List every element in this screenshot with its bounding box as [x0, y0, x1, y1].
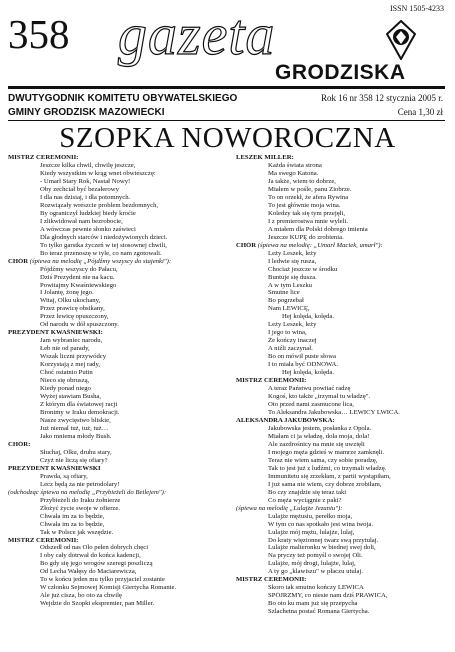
- verse-line: Nasze zwycięstwo bliskie,: [40, 416, 111, 424]
- verse-line: A w tym Leszku: [268, 281, 313, 289]
- verse-line: W tym co nas spotkało jest wina twoja.: [268, 520, 374, 528]
- verse-line: Jeszcze KUPĘ do zrobienia.: [268, 233, 344, 241]
- verse-line: Od narodu w dół spuszczony.: [40, 321, 119, 329]
- verse-line: A niźli zaczynał.: [268, 345, 313, 353]
- verse-line: Tak w Polsce jak wszędzie.: [40, 528, 114, 536]
- verse-line: Leży Leszek, leży: [268, 249, 317, 257]
- verse-line: I zlikwidował nam bezrobocie,: [40, 217, 123, 225]
- verse-line: Chwała im za to będzie,: [40, 512, 105, 520]
- speaker-label: CHÓR:: [8, 440, 31, 448]
- speaker-label: MISTRZ CEREMONII:: [236, 377, 307, 385]
- verse-line: Że kończy inaczej: [268, 337, 317, 345]
- verse-line: I z premierostwa mnie wyleli.: [268, 217, 349, 225]
- speaker-label: MISTRZ CEREMONII:: [8, 154, 79, 161]
- verse-line: I już sama nie wiem, czy dobrze zrobiłam,: [268, 480, 382, 488]
- verse-line: Lecz będą za nie petrodolary!: [40, 480, 120, 488]
- verse-line: Rozwiązały wreszcie problem bezdomnych,: [40, 201, 159, 209]
- verse-line: Prawda, są ofiary,: [40, 472, 88, 480]
- verse-line: Złożyć życie swoje w ofierze.: [40, 504, 121, 512]
- verse-line: Jakubowska jestem, posłanka z Opola.: [268, 424, 372, 432]
- stage-direction: [8, 258, 230, 266]
- verse-line: I to miała być ODNOWA.: [268, 361, 339, 369]
- verse-line: Choć ostatnio Putin: [40, 369, 93, 377]
- speaker-label: ALEKSANDRA JAKUBOWSKA:: [236, 416, 335, 424]
- header-rule: [8, 120, 445, 121]
- verse-line: Bo oto ku mam już się przepycha: [268, 600, 358, 608]
- verse-line: Od Lecha Wałęsy do Maciarewicza,: [40, 568, 137, 576]
- verse-line: To w końcu jeden mu tylko przyjaciel zostanie: [40, 576, 165, 584]
- stage-direction: (śpiewa na melodię „Lulajże Jezuniu"):: [236, 504, 343, 512]
- verse-line: Lulajże mój mężu, lulajże, lulaj,: [268, 528, 355, 536]
- verse-line: I dla nas dzisiaj, i dla potomnych.: [40, 193, 131, 201]
- verse-line: By ograniczył ludzkiej biedy kroćie: [40, 209, 136, 217]
- verse-line: Smutne lice: [268, 289, 300, 297]
- verse-line: Miałem w pośle, panu Ziobrze.: [268, 185, 352, 193]
- right-column: [236, 154, 447, 616]
- verse-line: A teraz Państwu powitać radzę: [268, 385, 351, 393]
- verse-line: I oby cały dotrwał do końca kadencji,: [40, 552, 141, 560]
- verse-line: Miałam ci ja władzę, dola moja, dola!: [268, 432, 370, 440]
- verse-line: To tylko garstka życzeń w tej stosownej chwili,: [40, 241, 167, 249]
- verse-line: A miałem dla Polski dobrego imienia: [268, 225, 368, 233]
- verse-line: I Jolantę, żonę jego.: [40, 289, 94, 297]
- publisher-line-1: DWUTYGODNIK KOMITETU OBYWATELSKIEGO: [8, 93, 238, 104]
- verse-line: Buntuje się dusza.: [268, 273, 317, 281]
- verse-line: Leży Leszek, leży: [268, 321, 317, 329]
- verse-line: SPÓJRZMY, co niesie nam dziś PRAWICA,: [268, 592, 388, 600]
- masthead-title: gazeta: [118, 2, 276, 67]
- verse-line: I ledwie się rusza,: [268, 257, 317, 265]
- verse-line: Oto przed nami zasmucone lica,: [268, 401, 354, 409]
- verse-line: Przez prawicę obsikany,: [40, 305, 105, 313]
- verse-line: Koledzy tak się tym przejęli,: [268, 209, 346, 217]
- verse-line: Teraz nie wiem sama, czy sobie poradzę,: [268, 456, 378, 464]
- issue-info: Rok 16 nr 358 12 stycznia 2005 r.: [321, 93, 443, 103]
- verse-line: Wszak liczni przywódcy: [40, 353, 107, 361]
- verse-line: Immunitetu się zrzekłam, z partii wystąpiłam,: [268, 472, 391, 480]
- verse-line: Bo on mówił puste słowa: [268, 353, 336, 361]
- verse-line: I mojego męża gdzieś w mamrze zamknęli.: [268, 448, 385, 456]
- verse-line: Wejdzie do Szopki ekspremier, pan Miller.: [40, 600, 155, 608]
- verse-line: Lulajże malteronku w biednej swej doli,: [268, 544, 376, 552]
- verse-line: Jam wybraniec narodu,: [40, 337, 103, 345]
- melody-note: (śpiewa na melodię „Pójdźmy wszyscy do stajenki"):: [28, 257, 172, 265]
- verse-line: Dla głodnych starców i niedożywionych dzieci.: [40, 233, 168, 241]
- speaker-label: LESZEK MILLER:: [236, 154, 294, 161]
- speaker-label: CHÓR: [8, 257, 29, 265]
- verse-line: Przybieżeli do Iraku żołnierze: [40, 496, 121, 504]
- verse-line: - Umarł Stary Rok, Nastał Nowy!: [40, 177, 131, 185]
- verse-line: Na pryczy też pomyśl o swojej Oli.: [268, 552, 363, 560]
- verse-line: Chwała im za to będzie,: [40, 520, 105, 528]
- verse-line: Do kraty więzionnej twarz swą przytulaj.: [268, 536, 379, 544]
- verse-line: Odszedł od nas Olo pełen dobrych chęci: [40, 544, 149, 552]
- verse-line: Ja także, wiem to dobrze,: [268, 177, 336, 185]
- verse-line: W członku Sejmowej Komisji Giertycha Romanie.: [40, 584, 177, 592]
- verse-line: Już niemal tuż, tuż, tuż…: [40, 424, 109, 432]
- verse-line: To Aleksandra Jakubowska… LEWICY LWICA.: [268, 409, 400, 416]
- masthead-subtitle: GRODZISKA: [275, 61, 406, 84]
- price: Cena 1,30 zł: [397, 107, 443, 117]
- verse-line: Ale zazdrośnicy na mnie się uwzięli: [268, 440, 365, 448]
- verse-line: Słuchaj, Olku, druhu stary,: [40, 448, 112, 456]
- left-column: [8, 154, 230, 608]
- verse-line: Kiedy wszystkim w krąg wnet obwieszczę:: [40, 169, 156, 177]
- page-headline: SZOPKA NOWOROCZNA: [59, 122, 396, 154]
- verse-line: Bo teraz przenoszę w tyle, co nam zgotowali.: [40, 249, 162, 257]
- verse-line: Bo gdy się jego wrogów szeregi poszliczą: [40, 560, 153, 568]
- verse-line: Chociaż jeszcze w środku: [268, 265, 338, 273]
- masthead-rule: [8, 86, 445, 89]
- verse-line: Jeszcze kilka chwil, chwilę jeszcze,: [40, 161, 136, 169]
- verse-line: Przez lewicę opuszczony,: [40, 313, 109, 321]
- verse-line: Witaj, Olku ukochany,: [40, 297, 101, 305]
- verse-line: Jako mniema młody Bush.: [40, 432, 112, 440]
- verse-line: Bo czy znajdzie się teraz taki: [268, 488, 347, 496]
- verse-line: Nam LEWICĘ,: [268, 305, 310, 313]
- verse-line: To on orzekł, że afera Rywina: [268, 193, 349, 201]
- verse-line: Pójdźmy wszyscy do Pałacu,: [40, 265, 118, 273]
- stage-direction: [236, 242, 447, 250]
- verse-line: Kogoś, kto także „trzymał tu władzę".: [268, 393, 371, 401]
- issue-number: 358: [8, 11, 70, 57]
- verse-line: Lulajże, mój drogi, lulajże, lulaj,: [268, 560, 356, 568]
- speaker-label: CHÓR: [236, 241, 257, 249]
- grodzisk-crest-icon: [386, 20, 416, 60]
- verse-line: Co męża wyciągnie z paki?: [268, 496, 342, 504]
- verse-line: Oby zechciał być bezałerowy: [40, 185, 119, 193]
- verse-line: Hej kolęda, kolęda.: [282, 313, 334, 321]
- verse-line: Ma swego Katona.: [268, 169, 319, 177]
- speaker-label: PREZYDENT KWAŚNIEWSKI:: [8, 329, 103, 337]
- verse-line: Bo pogrzebał: [268, 297, 304, 305]
- verse-line: I jego to wina,: [268, 329, 307, 337]
- verse-line: Z którym dla światowej racji: [40, 401, 118, 409]
- verse-line: A ty go „klawiszu" w płaczu utulaj.: [268, 568, 364, 576]
- issn-number: ISSN 1505-4233: [389, 4, 444, 13]
- melody-note: (śpiewa na melodię: „Umarł Maciek, umarł"):: [256, 241, 383, 249]
- stage-direction: (odchodząc śpiewa na melodię „Przybieżeli do Betlejem"):: [8, 488, 167, 496]
- verse-line: To jest głównie moja wina.: [268, 201, 341, 209]
- verse-line: Skoro tak smutno kończy LEWICA: [268, 584, 364, 592]
- speaker-label: PREZYDENT KWAŚNIEWSKI: [8, 464, 101, 472]
- verse-line: Szlachetna postać Romana Giertycha.: [268, 608, 370, 616]
- verse-line: Dziś Prezydent nie na kacu.: [40, 273, 115, 281]
- verse-line: Bronimy w Iraku demokracji.: [40, 409, 120, 416]
- verse-line: Tak to jest już z ludźmi, co trzymali władzę.: [268, 464, 387, 472]
- speaker-label: MISTRZ CEREMONII:: [236, 576, 307, 584]
- verse-line: Czyż nie liczą się ofiary?: [40, 456, 108, 464]
- verse-line: Nieco się obruszą,: [40, 377, 90, 385]
- verse-line: Każda świata strona: [268, 161, 322, 169]
- verse-line: Lulajże mężusiu, perełko moja,: [268, 512, 353, 520]
- verse-line: Kiedy ponad niego: [40, 385, 91, 393]
- publisher-line-2: GMINY GRODZISK MAZOWIECKI: [8, 107, 165, 118]
- verse-line: Powitajmy Kwaśniewskiego: [40, 281, 117, 289]
- verse-line: Ale już cisza, bo oto za chwilę: [40, 592, 122, 600]
- speaker-label: MISTRZ CEREMONII:: [8, 536, 79, 544]
- verse-line: Wyżej stawiam Busha,: [40, 393, 102, 401]
- verse-line: Korzystają z mej rady,: [40, 361, 101, 369]
- verse-line: Łeb nie od parady,: [40, 345, 90, 353]
- verse-line: Hej kolęda, kolęda.: [282, 369, 334, 377]
- verse-line: A wówczas pewnie słonko zaświeci: [40, 225, 136, 233]
